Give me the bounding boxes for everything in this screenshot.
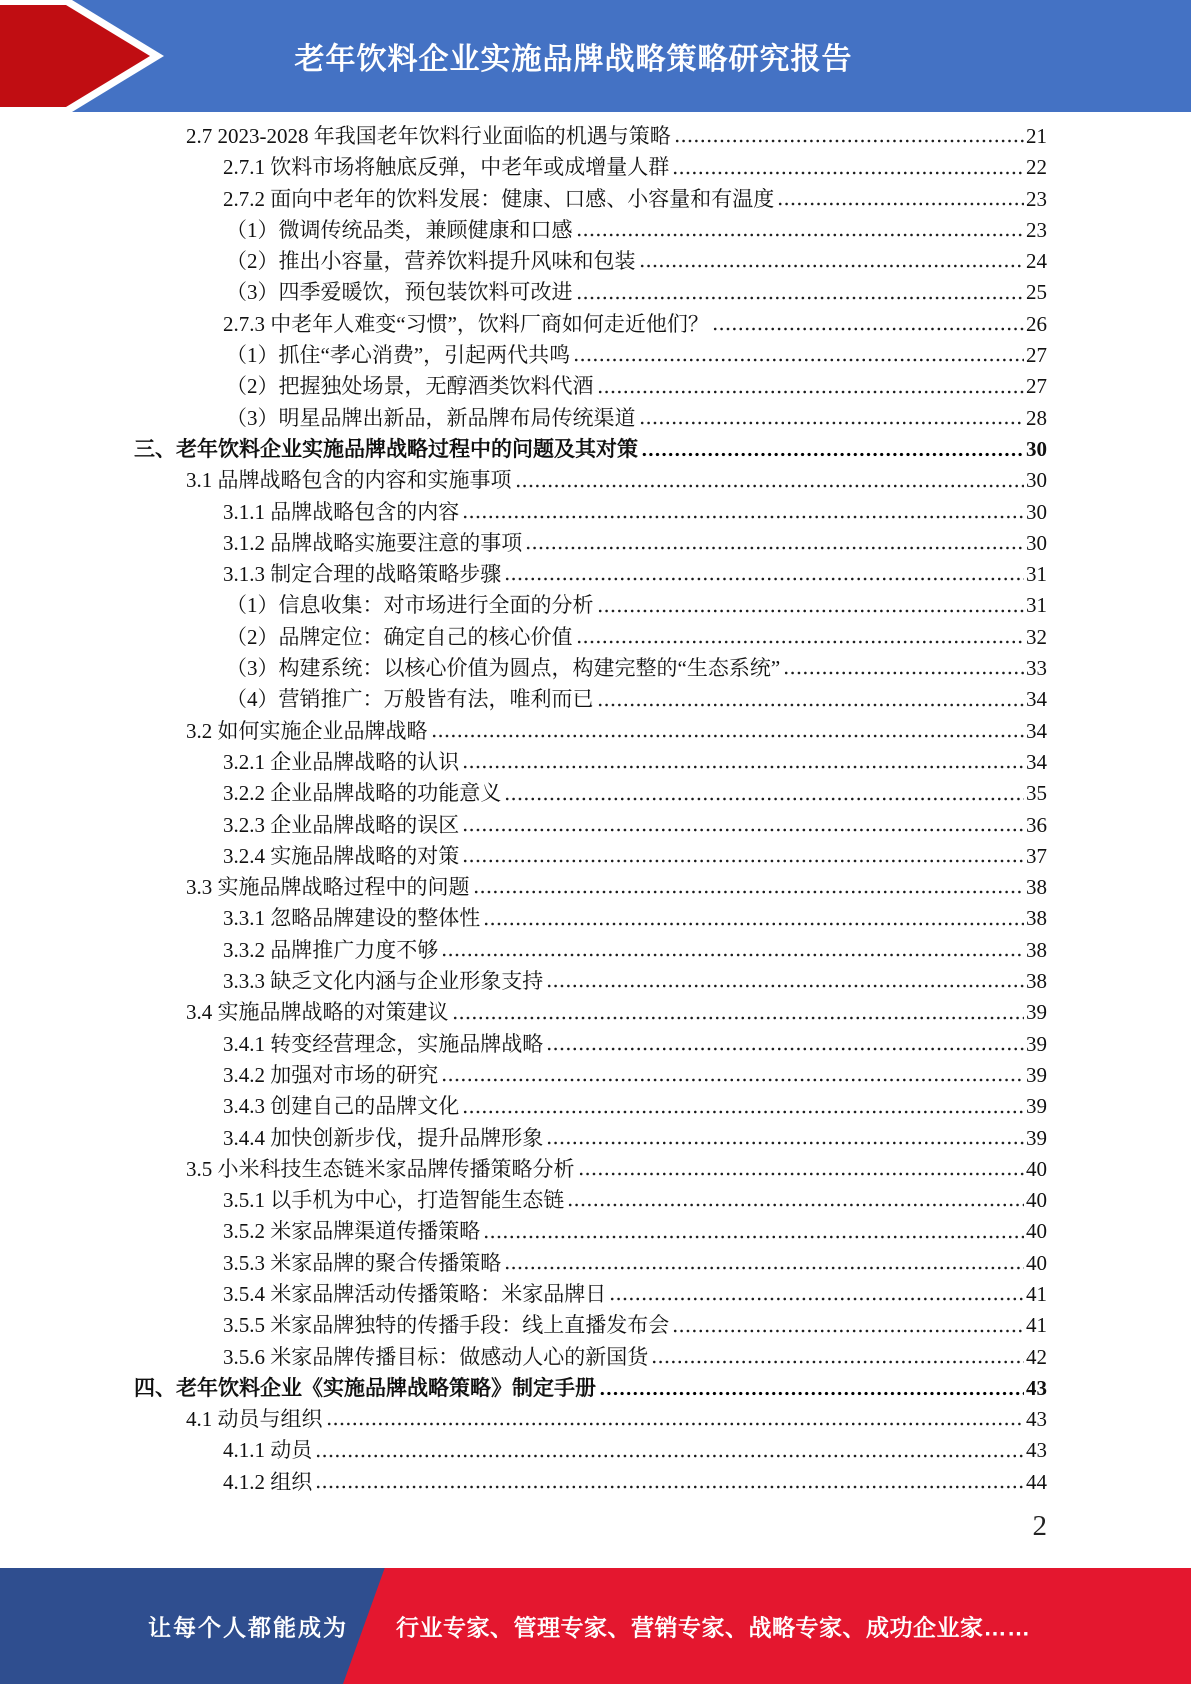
toc-leader-dots [504,1265,1024,1271]
toc-entry-text: 3.1.1 品牌战略包含的内容 [223,499,460,524]
toc-entry[interactable] [134,872,1047,903]
toc-entry-page: 38 [1026,906,1047,931]
toc-entry-page: 40 [1026,1250,1047,1275]
footer [0,1568,1191,1684]
toc-entry[interactable] [134,403,1047,434]
toc-leader-dots [315,1453,1024,1459]
chevron-arrow-icon [0,0,170,112]
toc-entry-text: 3.5.4 米家品牌活动传播策略：米家品牌日 [223,1281,607,1306]
toc-entry[interactable] [134,152,1047,183]
toc-entry[interactable] [134,121,1047,152]
toc-entry[interactable] [134,1185,1047,1216]
toc-entry-page: 34 [1026,718,1047,743]
toc-entry-page: 38 [1026,875,1047,900]
toc-entry[interactable] [134,622,1047,653]
toc-leader-dots [431,733,1025,739]
toc-leader-dots [462,1109,1024,1115]
toc-entry[interactable] [134,1091,1047,1122]
toc-leader-dots [609,1296,1024,1302]
toc-entry-text: 3.2.2 企业品牌战略的功能意义 [223,781,502,806]
toc-entry-text: 四、老年饮料企业《实施品牌战略策略》制定手册 [134,1375,596,1400]
toc-entry[interactable] [134,1342,1047,1373]
toc-entry-page: 26 [1026,311,1047,336]
toc-leader-dots [576,295,1025,301]
toc-entry-text: （1）微调传统品类，兼顾健康和口感 [226,217,573,242]
toc-entry[interactable] [134,684,1047,715]
toc-leader-dots [777,201,1024,207]
toc-entry-page: 37 [1026,843,1047,868]
toc-entry-text: 3.5.6 米家品牌传播目标：做感动人心的新国货 [223,1344,649,1369]
toc-entry-page: 39 [1026,1031,1047,1056]
toc-entry[interactable] [134,1310,1047,1341]
toc-entry-page: 21 [1026,124,1047,148]
toc-leader-dots [674,138,1024,144]
toc-entry-text: 3.4.2 加强对市场的研究 [223,1062,439,1087]
toc-leader-dots [576,232,1025,238]
toc-entry[interactable] [134,1248,1047,1279]
toc-leader-dots [597,608,1025,614]
toc-leader-dots [504,796,1024,802]
toc-leader-dots [639,263,1025,269]
toc-entry-page: 39 [1026,1125,1047,1150]
toc-entry[interactable] [134,810,1047,841]
report-header [0,0,1191,112]
toc-entry-page: 36 [1026,812,1047,837]
toc-entry-text: 3.1.2 品牌战略实施要注意的事项 [223,530,523,555]
toc-entry-text: 2.7 2023-2028 年我国老年饮料行业面临的机遇与策略 [186,124,671,148]
toc-entry[interactable] [134,716,1047,747]
toc-entry-text: 3.2 如何实施企业品牌战略 [186,718,428,743]
toc-entry-page: 24 [1026,249,1047,274]
toc-entry-text: 三、老年饮料企业实施品牌战略过程中的问题及其对策 [134,436,638,461]
toc-entry-text: （3）构建系统：以核心价值为圆点，构建完整的“生态系统” [226,656,781,681]
toc-leader-dots [783,670,1024,676]
toc-entry-page: 41 [1026,1313,1047,1338]
toc-leader-dots [597,702,1025,708]
toc-leader-dots [573,357,1024,363]
toc-entry-page: 38 [1026,969,1047,994]
toc-entry-text: （3）四季爱暖饮，预包装饮料可改进 [226,280,573,305]
toc-leader-dots [651,1359,1024,1365]
toc-leader-dots [462,827,1024,833]
toc-entry-text: 3.1 品牌战略包含的内容和实施事项 [186,468,512,493]
toc-leader-dots [452,1015,1025,1021]
toc-leader-dots [567,1202,1024,1208]
toc-entry-text: 3.4 实施品牌战略的对策建议 [186,1000,449,1025]
toc-leader-dots [504,576,1024,582]
toc-entry-text: 3.1.3 制定合理的战略策略步骤 [223,562,502,587]
toc-leader-dots [441,952,1024,958]
toc-leader-dots [597,389,1025,395]
toc-entry-text: 4.1.2 组织 [223,1469,313,1494]
toc-leader-dots [712,326,1024,332]
toc-entry[interactable] [134,215,1047,246]
toc-entry-text: 3.4.1 转变经营理念，实施品牌战略 [223,1031,544,1056]
toc-entry-text: 3.5.2 米家品牌渠道传播策略 [223,1219,481,1244]
toc-entry[interactable] [134,277,1047,308]
toc-entry-text: （2）把握独处场景，无醇酒类饮料代酒 [226,374,594,399]
toc-entry-text: 2.7.3 中老年人难变“习惯”，饮料厂商如何走近他们？ [223,311,709,336]
toc-entry-page: 33 [1026,656,1047,681]
toc-entry-text: 3.3 实施品牌战略过程中的问题 [186,875,470,900]
toc-entry-page: 39 [1026,1062,1047,1087]
toc-entry[interactable] [134,1373,1047,1404]
toc-leader-dots [515,483,1025,489]
toc-leader-dots [473,889,1025,895]
toc-entry[interactable] [134,371,1047,402]
toc-entry-text: 3.4.4 加快创新步伐，提升品牌形象 [223,1125,544,1150]
toc-entry-page: 28 [1026,405,1047,430]
footer-slogan-right: 行业专家、管理专家、营销专家、战略专家、成功企业家…… [396,1614,1031,1641]
toc-entry-text: （2）推出小容量，营养饮料提升风味和包装 [226,249,636,274]
toc-entry-page: 43 [1026,1438,1047,1463]
toc-entry[interactable] [134,340,1047,371]
toc-entry-text: （3）明星品牌出新品，新品牌布局传统渠道 [226,405,636,430]
footer-slogan-left: 让每个人都能成为 [148,1614,348,1641]
toc-leader-dots [315,1484,1024,1490]
toc-leader-dots [483,1234,1024,1240]
page-number: 2 [1032,1510,1047,1542]
toc-entry[interactable] [134,778,1047,809]
toc-entry-page: 43 [1026,1407,1047,1432]
toc-entry-page: 22 [1026,155,1047,180]
toc-leader-dots [576,639,1025,645]
toc-entry-page: 44 [1026,1469,1047,1494]
toc-entry[interactable] [134,747,1047,778]
toc-leader-dots [641,451,1024,458]
toc-entry-text: 2.7.2 面向中老年的饮料发展：健康、口感、小容量和有温度 [223,186,775,211]
toc-leader-dots [599,1390,1024,1397]
toc-entry[interactable] [134,935,1047,966]
toc-leader-dots [525,545,1024,551]
toc-entry[interactable] [134,1154,1047,1185]
toc-entry-page: 40 [1026,1219,1047,1244]
toc-entry-text: 3.2.3 企业品牌战略的误区 [223,812,460,837]
toc-entry[interactable] [134,184,1047,215]
toc-entry-page: 23 [1026,186,1047,211]
toc-leader-dots [546,983,1024,989]
toc-list [134,121,1047,1498]
toc-entry[interactable] [134,590,1047,621]
toc-entry-text: 3.3.2 品牌推广力度不够 [223,937,439,962]
toc-entry-page: 39 [1026,1000,1047,1025]
toc-entry-text: 4.1 动员与组织 [186,1407,323,1432]
toc-entry[interactable] [134,528,1047,559]
toc-entry[interactable] [134,653,1047,684]
toc-entry-text: 3.3.3 缺乏文化内涵与企业形象支持 [223,969,544,994]
toc-leader-dots [441,1077,1024,1083]
toc-entry[interactable] [134,997,1047,1028]
toc-entry-text: 3.2.4 实施品牌战略的对策 [223,843,460,868]
toc-entry[interactable] [134,903,1047,934]
toc-entry-page: 25 [1026,280,1047,305]
toc-leader-dots [546,1046,1024,1052]
toc-entry-text: （1）信息收集：对市场进行全面的分析 [226,593,594,618]
toc-entry-page: 34 [1026,687,1047,712]
toc-entry[interactable] [134,246,1047,277]
toc-leader-dots [462,858,1024,864]
toc-entry-text: （1）抓住“孝心消费”，引起两代共鸣 [226,343,571,368]
toc-entry[interactable] [134,966,1047,997]
toc-entry-page: 27 [1026,374,1047,399]
toc-leader-dots [546,1140,1024,1146]
toc-entry[interactable] [134,434,1047,465]
toc-entry-page: 39 [1026,1094,1047,1119]
toc-entry-page: 42 [1026,1344,1047,1369]
toc-entry-page: 31 [1026,593,1047,618]
toc-entry[interactable] [134,1435,1047,1466]
toc-entry-page: 23 [1026,217,1047,242]
toc-entry[interactable] [134,1467,1047,1498]
toc-entry-page: 30 [1026,499,1047,524]
toc-entry[interactable] [134,559,1047,590]
toc-entry-text: 3.5.5 米家品牌独特的传播手段：线上直播发布会 [223,1313,670,1338]
toc-entry-text: 3.3.1 忽略品牌建设的整体性 [223,906,481,931]
toc-entry-text: （4）营销推广：万般皆有法，唯利而已 [226,687,594,712]
toc-leader-dots [462,764,1024,770]
toc-entry-page: 38 [1026,937,1047,962]
toc-entry-page: 35 [1026,781,1047,806]
toc-entry[interactable] [134,309,1047,340]
toc-entry-page: 34 [1026,749,1047,774]
toc-entry-text: 3.5.1 以手机为中心，打造智能生态链 [223,1188,565,1213]
toc-entry-text: 4.1.1 动员 [223,1438,313,1463]
toc-entry-page: 41 [1026,1281,1047,1306]
toc-entry-page: 40 [1026,1156,1047,1181]
toc-leader-dots [483,921,1024,927]
toc-entry[interactable] [134,497,1047,528]
toc-entry-page: 31 [1026,562,1047,587]
toc-entry-text: 3.4.3 创建自己的品牌文化 [223,1094,460,1119]
toc-leader-dots [462,514,1024,520]
table-of-contents [134,121,1047,1498]
toc-entry[interactable] [134,465,1047,496]
toc-entry[interactable] [134,1060,1047,1091]
toc-leader-dots [639,420,1025,426]
toc-entry-page: 27 [1026,343,1047,368]
toc-entry-text: 3.5.3 米家品牌的聚合传播策略 [223,1250,502,1275]
toc-entry[interactable] [134,1404,1047,1435]
toc-leader-dots [578,1171,1025,1177]
toc-entry[interactable] [134,1216,1047,1247]
toc-entry-page: 43 [1026,1375,1047,1400]
toc-leader-dots [326,1421,1025,1427]
toc-entry-text: 2.7.1 饮料市场将触底反弹，中老年或成增量人群 [223,155,670,180]
toc-entry[interactable] [134,1279,1047,1310]
toc-entry-text: 3.2.1 企业品牌战略的认识 [223,749,460,774]
toc-entry-page: 30 [1026,530,1047,555]
toc-entry[interactable] [134,1123,1047,1154]
toc-entry-page: 40 [1026,1188,1047,1213]
toc-entry[interactable] [134,1029,1047,1060]
toc-entry-text: 3.5 小米科技生态链米家品牌传播策略分析 [186,1156,575,1181]
report-title: 老年饮料企业实施品牌战略策略研究报告 [294,43,853,76]
toc-entry-page: 30 [1026,468,1047,493]
toc-leader-dots [672,170,1024,176]
toc-entry-text: （2）品牌定位：确定自己的核心价值 [226,624,573,649]
toc-entry-page: 32 [1026,624,1047,649]
toc-entry-page: 30 [1026,436,1047,461]
toc-leader-dots [672,1328,1024,1334]
toc-entry[interactable] [134,841,1047,872]
